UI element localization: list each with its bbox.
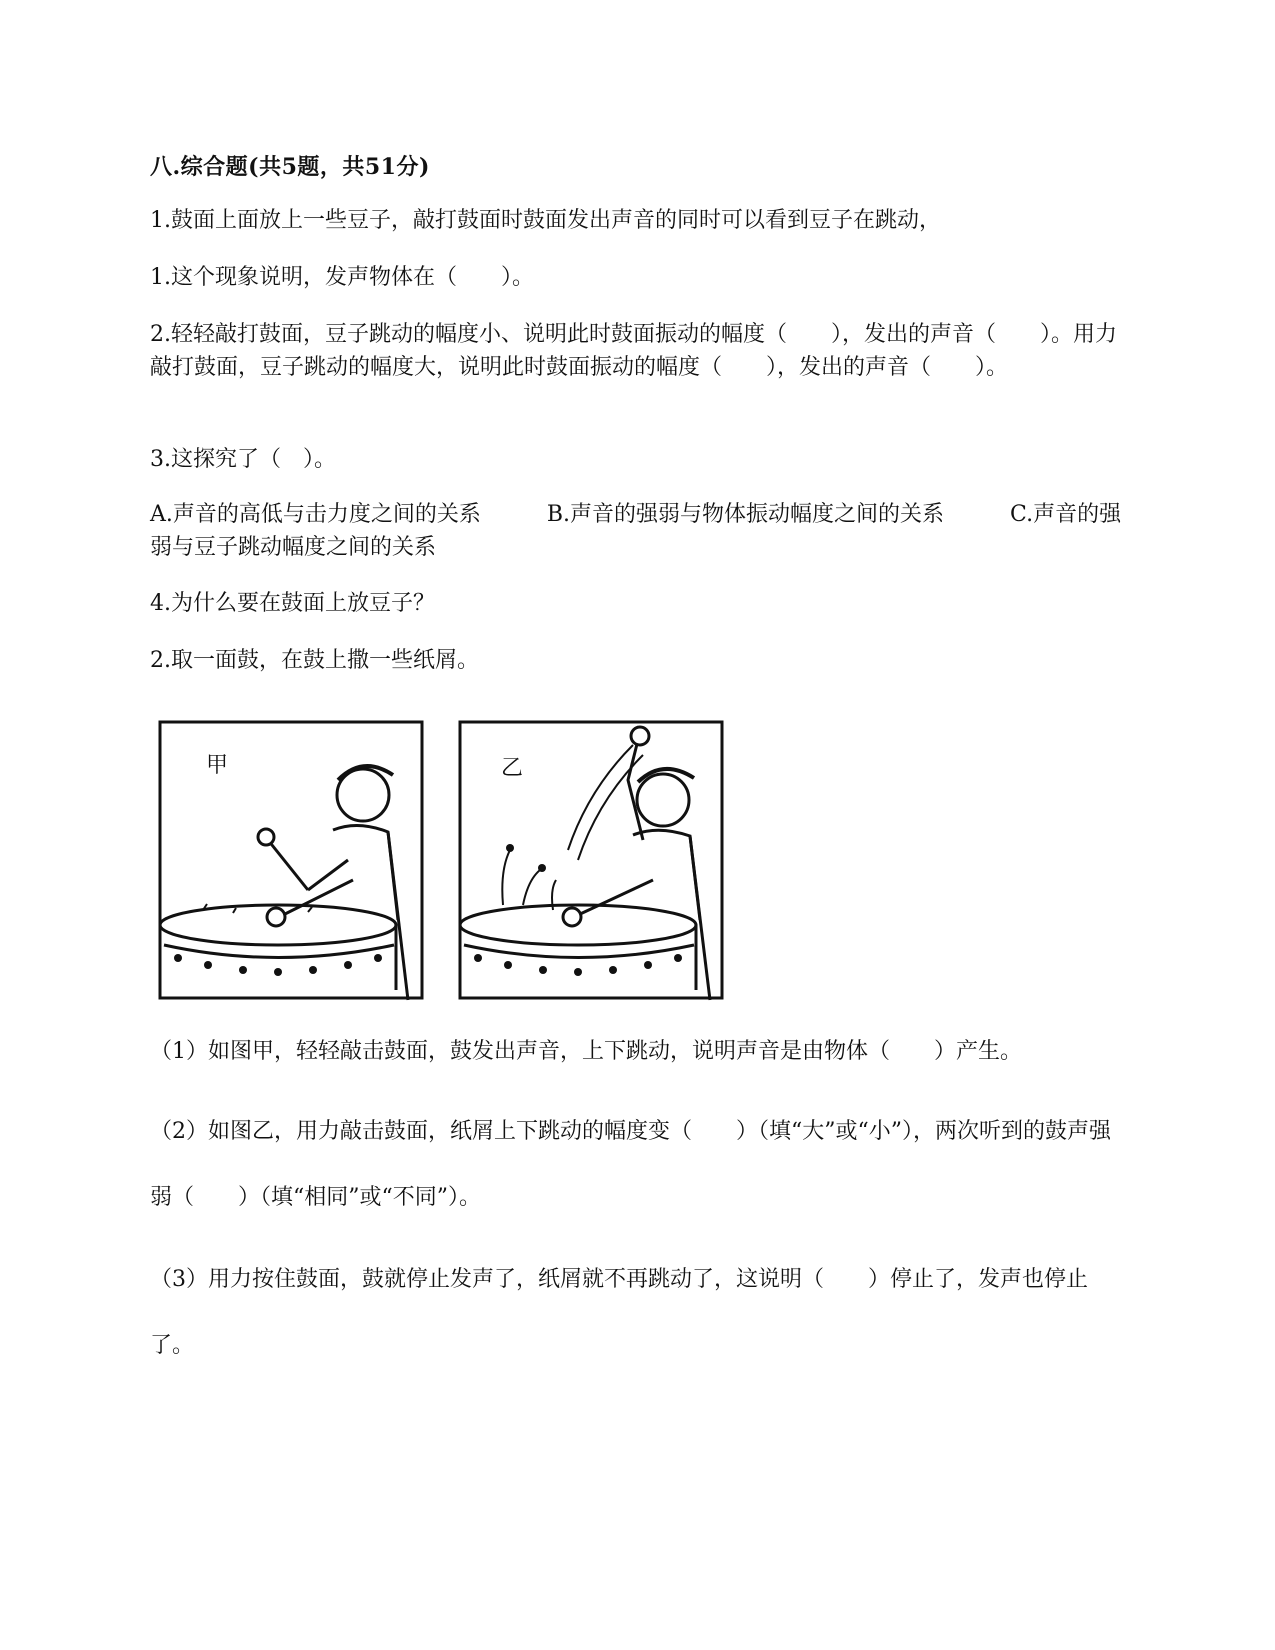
q1-options: A.声音的高低与击力度之间的关系 B.声音的强弱与物体振动幅度之间的关系 C.声音的强弱与豆子跳动幅度之间的关系 [150, 502, 1122, 560]
label-yi-icon [501, 756, 523, 781]
label-jia-icon [206, 753, 228, 778]
figure-left-label: 甲 [206, 753, 229, 778]
worksheet-page [150, 0, 1140, 1650]
drum-figure [158, 720, 778, 1010]
figure-right-label: 乙 [501, 756, 524, 781]
q1-sub1: 1.这个现象说明，发声物体在（ ）。 [150, 265, 534, 290]
panel-left [160, 722, 422, 1000]
q1-sub3: 3.这探究了（ ）。 [150, 447, 336, 472]
q1-sub4: 4.为什么要在鼓面上放豆子？ [150, 591, 435, 616]
q2-part3: （3）用力按住鼓面，鼓就停止发声了，纸屑就不再跳动了，这说明（ ）停止了，发声也停止了。 [150, 1267, 1089, 1358]
panel-right [460, 722, 722, 1000]
section-title: 八.综合题(共5题，共51分) [150, 154, 430, 180]
q2-part2: （2）如图乙，用力敲击鼓面，纸屑上下跳动的幅度变（ ）（填“大”或“小”），两次听到的鼓声强弱（ ）（填“相同”或“不同”）。 [150, 1119, 1111, 1210]
q1-intro: 1.鼓面上面放上一些豆子，敲打鼓面时鼓面发出声音的同时可以看到豆子在跳动， [150, 208, 941, 233]
q2-intro: 2.取一面鼓，在鼓上撒一些纸屑。 [150, 648, 479, 673]
q2-part1: （1）如图甲，轻轻敲击鼓面，鼓发出声音，上下跳动，说明声音是由物体（ ）产生。 [150, 1039, 1023, 1064]
q1-sub2: 2.轻轻敲打鼓面，豆子跳动的幅度小、说明此时鼓面振动的幅度（ ），发出的声音（ ）。用力敲打鼓面，豆子跳动的幅度大，说明此时鼓面振动的幅度（ ），发出的声音（ ）。 [150, 322, 1117, 380]
